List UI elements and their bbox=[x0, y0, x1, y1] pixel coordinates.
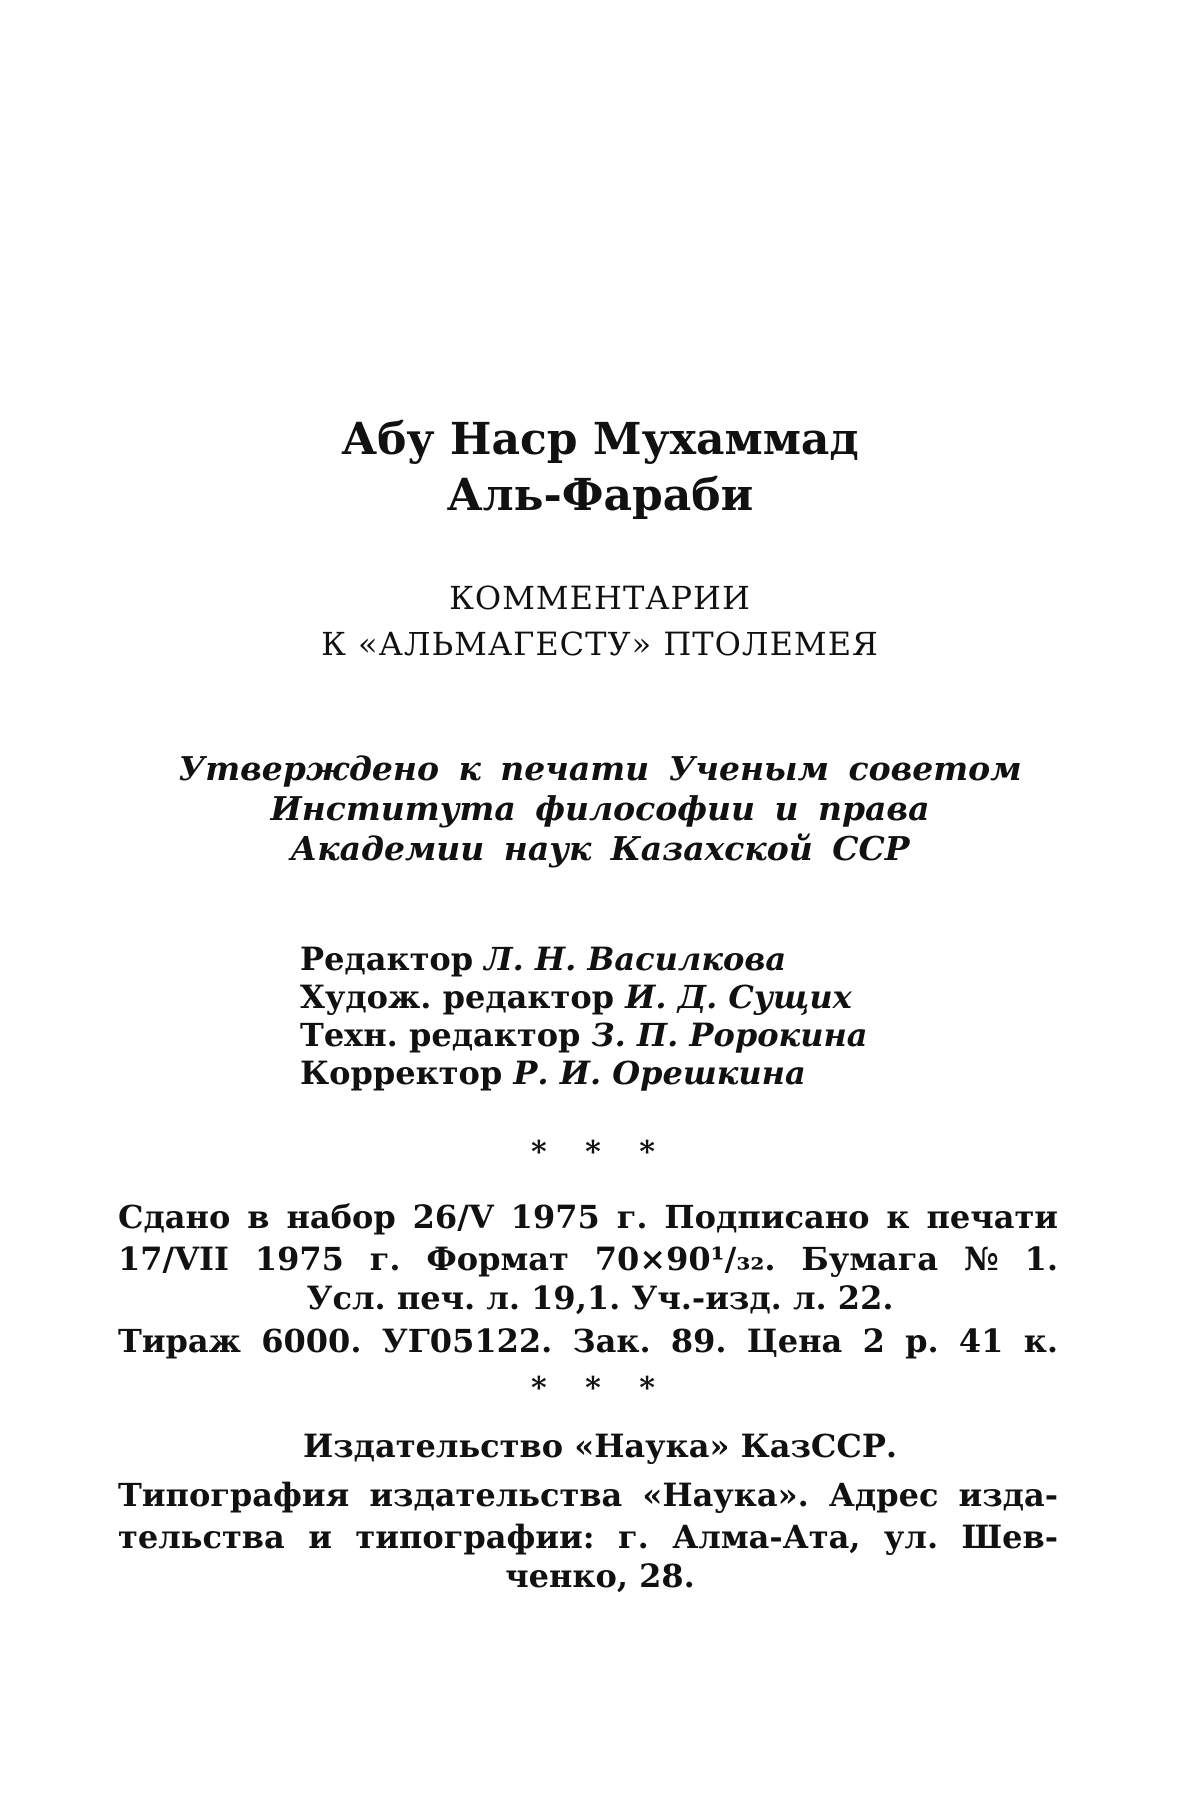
imprint-word: 70×90¹/₃₂. bbox=[594, 1240, 776, 1278]
imprint-line1 bbox=[118, 1198, 1058, 1236]
imprint-word: 41 bbox=[958, 1322, 1004, 1360]
publisher-word: ул. bbox=[883, 1518, 939, 1556]
imprint-word: 6000. bbox=[261, 1322, 362, 1360]
imprint-word: г. bbox=[369, 1240, 401, 1278]
imprint-word: № bbox=[963, 1240, 999, 1278]
imprint-word: г. bbox=[616, 1198, 648, 1236]
imprint-word: Цена bbox=[746, 1322, 843, 1360]
credit-proofreader bbox=[300, 1054, 1000, 1092]
credit-editor bbox=[300, 940, 1000, 978]
imprint-word: 1. bbox=[1024, 1240, 1058, 1278]
author-surname: Аль-Фараби bbox=[446, 470, 754, 521]
imprint-word: Формат bbox=[426, 1240, 569, 1278]
imprint-word: 17/VII bbox=[118, 1240, 229, 1278]
book-title-line1: КОММЕНТАРИИ bbox=[449, 579, 751, 617]
imprint-word: печати bbox=[926, 1198, 1058, 1236]
publisher-word: и bbox=[308, 1518, 332, 1556]
approval-line1: Утверждено к печати Ученым советом bbox=[178, 749, 1022, 788]
imprint-word: 1975 bbox=[254, 1240, 344, 1278]
imprint-word: р. bbox=[905, 1322, 939, 1360]
imprint-word: УГ05122. bbox=[381, 1322, 553, 1360]
imprint-word: набор bbox=[286, 1198, 396, 1236]
credit-role: Редактор bbox=[300, 940, 474, 978]
author-name: Абу Наср Мухаммад bbox=[341, 414, 859, 465]
imprint-word: к bbox=[886, 1198, 910, 1236]
publisher-word: Шев- bbox=[961, 1518, 1058, 1556]
separator-stars: * * * bbox=[531, 1371, 669, 1406]
imprint-word: 2 bbox=[862, 1322, 885, 1360]
publisher-line2 bbox=[118, 1476, 1058, 1514]
credit-person: З. П. Ророкина bbox=[591, 1016, 868, 1054]
credit-role: Худож. редактор bbox=[300, 978, 615, 1016]
publisher-word: типографии: bbox=[355, 1518, 595, 1556]
credits-list bbox=[300, 940, 1000, 1092]
publisher-word: издательства bbox=[369, 1476, 623, 1514]
credit-person: И. Д. Сущих bbox=[625, 978, 852, 1016]
credit-tech-editor bbox=[300, 1016, 1000, 1054]
credit-person: Л. Н. Василкова bbox=[484, 940, 787, 978]
publisher-word: Алма-Ата, bbox=[672, 1518, 861, 1556]
imprint-word: Тираж bbox=[118, 1322, 241, 1360]
publisher-word: изда- bbox=[958, 1476, 1058, 1514]
credit-role: Корректор bbox=[300, 1054, 503, 1092]
publisher-line1: Издательство «Наука» КазССР. bbox=[302, 1427, 898, 1465]
imprint-word: 1975 bbox=[510, 1198, 600, 1236]
credit-person: Р. И. Орешкина bbox=[513, 1054, 806, 1092]
separator-stars: * * * bbox=[531, 1135, 669, 1170]
publisher-word: г. bbox=[618, 1518, 649, 1556]
approval-line3: Академии наук Казахской ССР bbox=[290, 829, 910, 868]
publisher-word: Адрес bbox=[828, 1476, 939, 1514]
imprint-word: к. bbox=[1023, 1322, 1058, 1360]
imprint-line3: Усл. печ. л. 19,1. Уч.-изд. л. 22. bbox=[306, 1279, 894, 1317]
imprint-word: Бумага bbox=[801, 1240, 939, 1278]
imprint-word: Подписано bbox=[664, 1198, 870, 1236]
credit-art-editor bbox=[300, 978, 1000, 1016]
imprint-word: Зак. bbox=[572, 1322, 651, 1360]
imprint-word: 26/V bbox=[412, 1198, 494, 1236]
credit-role: Техн. редактор bbox=[300, 1016, 581, 1054]
approval-line2: Института философии и права bbox=[270, 789, 930, 828]
publisher-word: «Наука». bbox=[642, 1476, 809, 1514]
publisher-word: тельства bbox=[118, 1518, 285, 1556]
publisher-word: Типография bbox=[118, 1476, 350, 1514]
publisher-line3 bbox=[118, 1518, 1058, 1556]
imprint-line2 bbox=[118, 1240, 1058, 1278]
publisher-line4: ченко, 28. bbox=[505, 1557, 695, 1595]
imprint-word: в bbox=[247, 1198, 270, 1236]
imprint-word: Сдано bbox=[118, 1198, 231, 1236]
imprint-word: 89. bbox=[670, 1322, 727, 1360]
book-title-line2: К «АЛЬМАГЕСТУ» ПТОЛЕМЕЯ bbox=[321, 625, 879, 663]
imprint-line4 bbox=[118, 1322, 1058, 1360]
